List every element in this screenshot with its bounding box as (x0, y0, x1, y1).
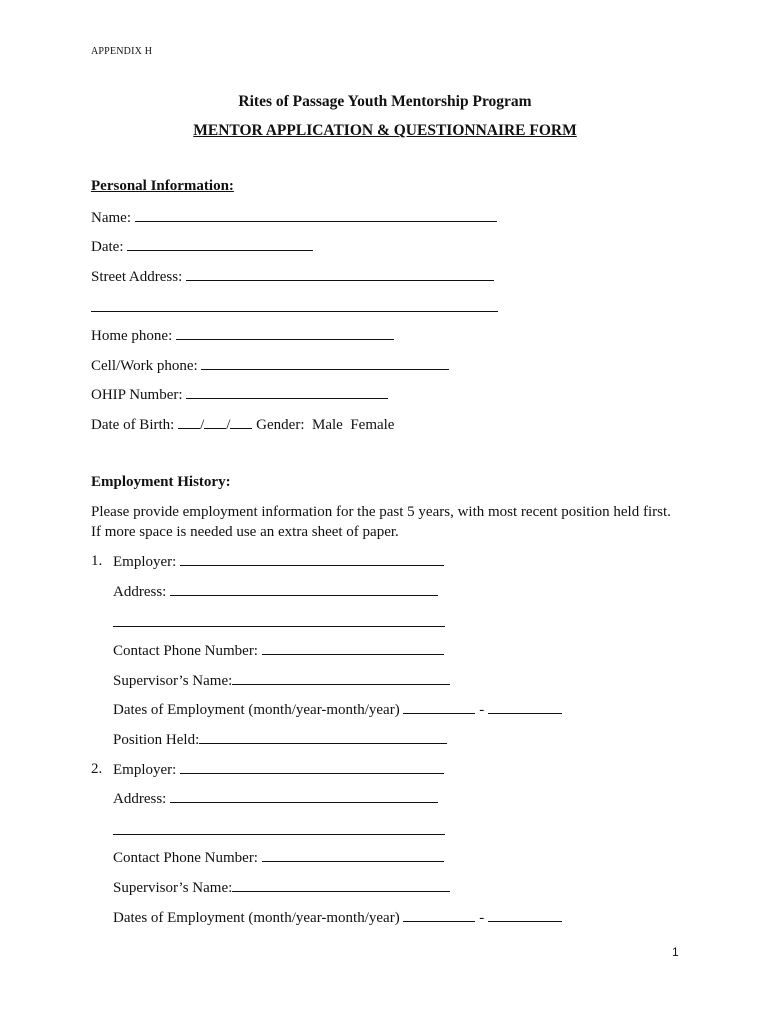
cell-work-phone-field[interactable] (201, 356, 449, 370)
gender-female-option[interactable]: Female (350, 417, 395, 433)
cell-work-phone-row (91, 356, 449, 375)
date-of-birth-label: Date of Birth: (91, 417, 175, 433)
dob-year-field[interactable] (230, 415, 252, 429)
page-number: 1 (672, 945, 679, 959)
supervisor-row (113, 878, 450, 897)
contact-phone-row (113, 641, 444, 660)
employment-start-field[interactable] (403, 908, 475, 922)
dates-of-employment-row (113, 908, 562, 927)
supervisor-field[interactable] (232, 878, 450, 892)
street-address-line-2[interactable] (91, 311, 498, 312)
supervisor-label: Supervisor’s Name: (113, 673, 233, 689)
name-field[interactable] (135, 208, 497, 222)
contact-phone-row (113, 848, 444, 867)
dob-gender-row (91, 415, 394, 434)
address-line-2[interactable] (113, 834, 445, 835)
date-label: Date: (91, 239, 124, 255)
supervisor-label: Supervisor’s Name: (113, 880, 233, 896)
supervisor-row (113, 671, 450, 690)
employment-end-field[interactable] (488, 908, 562, 922)
contact-phone-label: Contact Phone Number: (113, 643, 258, 659)
gender-male-option[interactable]: Male (311, 417, 343, 433)
employer-row (113, 552, 444, 571)
dob-separator: / (200, 417, 205, 433)
address-row (113, 582, 438, 601)
street-address-row (91, 267, 494, 286)
ohip-number-label: OHIP Number: (91, 387, 183, 403)
dates-of-employment-label: Dates of Employment (month/year-month/year) (113, 910, 400, 926)
home-phone-label: Home phone: (91, 328, 173, 344)
employment-intro-line-2: If more space is needed use an extra sheet of paper. (91, 524, 399, 540)
date-row (91, 237, 313, 256)
dob-separator: / (226, 417, 231, 433)
supervisor-field[interactable] (232, 671, 450, 685)
position-held-label: Position Held: (113, 732, 200, 748)
dates-of-employment-row (113, 700, 562, 719)
name-label: Name: (91, 210, 131, 226)
gender-label: Gender: (256, 417, 305, 433)
date-range-dash: - (479, 702, 485, 718)
employer-field[interactable] (180, 552, 444, 566)
contact-phone-field[interactable] (262, 848, 444, 862)
ohip-number-field[interactable] (186, 385, 388, 399)
program-title: Rites of Passage Youth Mentorship Program (238, 93, 532, 110)
home-phone-row (91, 326, 394, 345)
employment-intro-line-1: Please provide employment information for the past 5 years, with most recent position held first. (91, 504, 671, 520)
entry-number: 2. (91, 761, 103, 777)
address-line-2[interactable] (113, 626, 445, 627)
address-label: Address: (113, 584, 167, 600)
address-row (113, 789, 438, 808)
cell-work-phone-label: Cell/Work phone: (91, 358, 198, 374)
employment-history-heading: Employment History: (91, 474, 231, 490)
form-title: MENTOR APPLICATION & QUESTIONNAIRE FORM (193, 122, 577, 139)
name-row (91, 208, 497, 227)
dob-day-field[interactable] (178, 415, 200, 429)
appendix-label: APPENDIX H (91, 46, 153, 57)
dates-of-employment-label: Dates of Employment (month/year-month/year) (113, 702, 400, 718)
date-range-dash: - (479, 910, 485, 926)
ohip-number-row (91, 385, 388, 404)
contact-phone-field[interactable] (262, 641, 444, 655)
position-held-row (113, 730, 447, 749)
employer-row (113, 760, 444, 779)
address-field[interactable] (170, 789, 438, 803)
personal-information-heading: Personal Information: (91, 178, 234, 194)
employer-field[interactable] (180, 760, 444, 774)
contact-phone-label: Contact Phone Number: (113, 850, 258, 866)
entry-number: 1. (91, 553, 103, 569)
address-label: Address: (113, 791, 167, 807)
street-address-label: Street Address: (91, 269, 183, 285)
address-field[interactable] (170, 582, 438, 596)
date-field[interactable] (127, 237, 313, 251)
employer-label: Employer: (113, 762, 177, 778)
street-address-field[interactable] (186, 267, 494, 281)
employment-end-field[interactable] (488, 700, 562, 714)
dob-month-field[interactable] (204, 415, 226, 429)
employment-start-field[interactable] (403, 700, 475, 714)
employer-label: Employer: (113, 554, 177, 570)
home-phone-field[interactable] (176, 326, 394, 340)
position-held-field[interactable] (199, 730, 447, 744)
